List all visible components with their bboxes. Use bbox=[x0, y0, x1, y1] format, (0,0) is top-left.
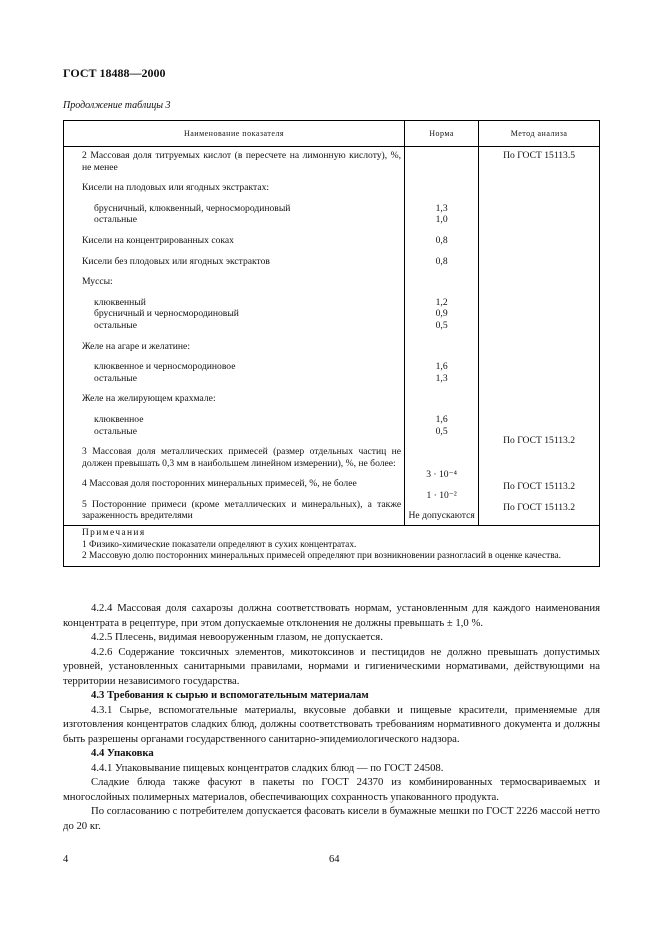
method-cell: По ГОСТ 15113.2 bbox=[503, 481, 576, 493]
indicator-cell: 4 Массовая доля посторонних минеральных примесей, %, не более bbox=[82, 478, 357, 490]
indicator-cell: остальные bbox=[94, 319, 137, 331]
indicator-cell: брусничный и черносмородиновый bbox=[94, 308, 239, 320]
section-heading: 4.3 Требования к сырью и вспомогательным материалам bbox=[91, 689, 369, 701]
indicator-cell: Кисели на концентрированных соках bbox=[82, 234, 234, 246]
indicator-column bbox=[64, 147, 405, 526]
paragraph: По согласованию с потребителем допускается фасовать кисели в бумажные мешки по ГОСТ 2226 массой нетто до 20 кг. bbox=[63, 805, 600, 832]
paragraph: 4.2.5 Плесень, видимая невооруженным глазом, не допускается. bbox=[91, 631, 383, 643]
notes-title: Примечания bbox=[82, 528, 146, 539]
paragraph: 4.4.1 Упаковывание пищевых концентратов сладких блюд — по ГОСТ 24508. bbox=[91, 761, 444, 774]
paragraph: Сладкие блюда также фасуют в пакеты по ГОСТ 24370 из комбинированных термосвариваемых и многослойных полимерных материалов, обеспечивающих сохранность упакованного продукта. bbox=[63, 776, 600, 803]
page-number-global: 64 bbox=[329, 854, 340, 865]
indicator-cell: 3 Массовая доля металлических примесей (размер отдельных частиц не должен превышать 0,3 мм в наибольшем линейном измерении), %, не более: bbox=[82, 446, 402, 469]
method-column bbox=[479, 147, 600, 526]
indicator-cell: остальные bbox=[94, 214, 137, 226]
method-cell: По ГОСТ 15113.5 bbox=[503, 150, 576, 161]
indicator-cell: Кисели на плодовых или ягодных экстрактах: bbox=[82, 182, 270, 194]
method-cell: По ГОСТ 15113.2 bbox=[503, 501, 576, 513]
column-header-method: Метод анализа bbox=[479, 121, 600, 147]
norm-cell: 1,3 bbox=[435, 202, 448, 214]
indicator-cell: Кисели без плодовых или ягодных экстрактов bbox=[82, 255, 270, 267]
note-item: 2 Массовую долю посторонних минеральных примесей определяют при возникновении разногласий в оценке качества. bbox=[82, 551, 562, 562]
norm-column bbox=[405, 147, 479, 526]
norm-cell: 1,2 bbox=[435, 296, 448, 308]
norm-cell: 0,8 bbox=[435, 255, 448, 267]
norm-cell: 1,6 bbox=[435, 361, 448, 373]
paragraph: 4.2.4 Массовая доля сахарозы должна соответствовать нормам, установленным для каждого наименования концентрата в рецептуре, при этом допускаемые отклонения не должны превышать ± 1,0 %. bbox=[63, 602, 600, 629]
indicator-cell: 5 Посторонние примеси (кроме металлических и минеральных), а также зараженность вредителями bbox=[82, 498, 402, 522]
table-body-row bbox=[64, 147, 600, 526]
body-text bbox=[63, 601, 600, 833]
document-code: ГОСТ 18488—2000 bbox=[63, 66, 166, 80]
properties-table bbox=[63, 120, 600, 567]
column-header-norm: Норма bbox=[405, 121, 479, 147]
norm-cell: 1,6 bbox=[435, 413, 448, 425]
norm-cell: Не допускаются bbox=[408, 510, 475, 522]
section-heading: 4.4 Упаковка bbox=[91, 747, 154, 759]
indicator-cell: клюквенное и черносмородиновое bbox=[94, 361, 236, 373]
page-number-local: 4 bbox=[63, 854, 69, 865]
indicator-cell: остальные bbox=[94, 425, 137, 437]
note-item: 1 Физико-химические показатели определяют в сухих концентратах. bbox=[82, 539, 357, 550]
table-header-row bbox=[64, 121, 600, 147]
norm-cell: 0,5 bbox=[435, 319, 448, 331]
indicator-cell: 2 Массовая доля титруемых кислот (в пересчете на лимонную кислоту), %, не менее bbox=[82, 150, 402, 173]
norm-cell: 0,9 bbox=[435, 308, 448, 320]
column-header-indicator: Наименование показателя bbox=[64, 121, 405, 147]
norm-cell: 1,3 bbox=[435, 372, 448, 384]
paragraph: 4.2.6 Содержание токсичных элементов, микотоксинов и пестицидов не должно превышать допустимых уровней, установленных санитарными правилами, нормами и гигиеническими нормативами, действующими на территории независимого государства. bbox=[63, 645, 600, 687]
indicator-cell: Муссы: bbox=[82, 276, 113, 288]
indicator-cell: брусничный, клюквенный, черносмородиновый bbox=[94, 202, 291, 214]
paragraph: 4.3.1 Сырье, вспомогательные материалы, вкусовые добавки и пищевые красители, применяемые для изготовления концентратов сладких блюд, должны соответствовать требованиям нормативного документа и должны быть разрешены органами государственного санитарно-эпидемиологического надзора. bbox=[63, 703, 600, 745]
table-caption: Продолжение таблицы 3 bbox=[63, 100, 171, 111]
method-cell: По ГОСТ 15113.2 bbox=[503, 434, 576, 446]
indicator-cell: Желе на желирующем крахмале: bbox=[82, 393, 216, 405]
indicator-cell: клюквенное bbox=[94, 413, 144, 425]
indicator-cell: остальные bbox=[94, 372, 137, 384]
norm-cell: 1 · 10⁻² bbox=[426, 489, 457, 501]
notes-row bbox=[64, 526, 600, 567]
notes-cell bbox=[64, 526, 600, 567]
indicator-cell: Желе на агаре и желатине: bbox=[82, 340, 190, 352]
norm-cell: 1,0 bbox=[435, 214, 448, 226]
norm-cell: 0,8 bbox=[435, 234, 448, 246]
norm-cell: 0,5 bbox=[435, 425, 448, 437]
norm-cell: 3 · 10⁻⁴ bbox=[426, 469, 458, 481]
indicator-cell: клюквенный bbox=[94, 296, 146, 308]
